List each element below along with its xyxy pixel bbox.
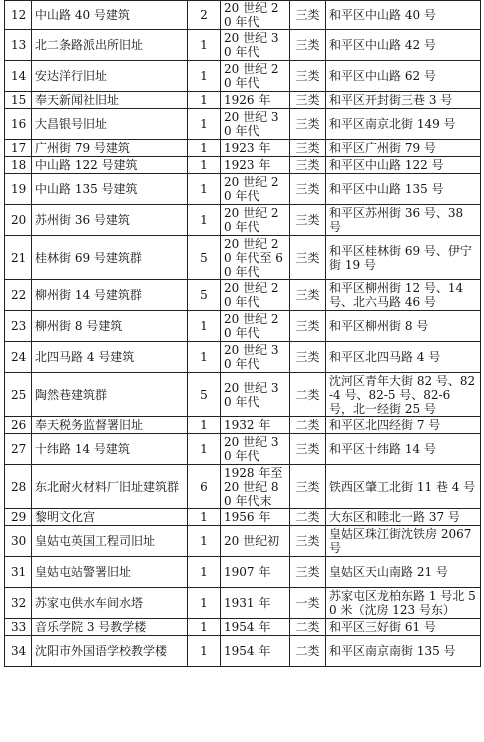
protection-category-cell: 三类 — [290, 280, 326, 311]
building-name-cell: 中山路 135 号建筑 — [32, 174, 188, 205]
address-cell: 和平区广州街 79 号 — [326, 140, 481, 157]
table-row — [5, 205, 481, 236]
protection-category-cell: 三类 — [290, 526, 326, 557]
building-count-cell: 1 — [188, 109, 221, 140]
building-count-cell: 6 — [188, 465, 221, 509]
building-name-cell: 陶然巷建筑群 — [32, 373, 188, 417]
table-row — [5, 373, 481, 417]
row-number-cell: 27 — [5, 434, 32, 465]
construction-era-cell: 20 世纪 20 年代 — [221, 174, 290, 205]
row-number-cell: 33 — [5, 619, 32, 636]
protection-category-cell: 三类 — [290, 1, 326, 30]
protection-category-cell: 三类 — [290, 311, 326, 342]
table-row — [5, 61, 481, 92]
table-row — [5, 636, 481, 667]
protection-category-cell: 三类 — [290, 157, 326, 174]
building-count-cell: 5 — [188, 236, 221, 280]
address-cell: 和平区开封街三巷 3 号 — [326, 92, 481, 109]
address-cell: 皇姑区珠江街沈铁房 2067 号 — [326, 526, 481, 557]
building-count-cell: 1 — [188, 509, 221, 526]
address-cell: 和平区十纬路 14 号 — [326, 434, 481, 465]
protection-category-cell: 二类 — [290, 636, 326, 667]
row-number-cell: 24 — [5, 342, 32, 373]
building-count-cell: 1 — [188, 588, 221, 619]
construction-era-cell: 1928 年至 20 世纪 80 年代末 — [221, 465, 290, 509]
table-row — [5, 92, 481, 109]
table-row — [5, 417, 481, 434]
building-name-cell: 柳州街 14 号建筑群 — [32, 280, 188, 311]
construction-era-cell: 20 世纪 20 年代 — [221, 1, 290, 30]
address-cell: 和平区桂林街 69 号、伊宁街 19 号 — [326, 236, 481, 280]
protection-category-cell: 三类 — [290, 205, 326, 236]
building-name-cell: 北四马路 4 号建筑 — [32, 342, 188, 373]
protection-category-cell: 二类 — [290, 417, 326, 434]
address-cell: 和平区南京南街 135 号 — [326, 636, 481, 667]
building-count-cell: 1 — [188, 342, 221, 373]
table-row — [5, 1, 481, 30]
address-cell: 和平区中山路 62 号 — [326, 61, 481, 92]
building-count-cell: 2 — [188, 1, 221, 30]
construction-era-cell: 20 世纪 30 年代 — [221, 342, 290, 373]
building-name-cell: 桂林街 69 号建筑群 — [32, 236, 188, 280]
building-count-cell: 5 — [188, 280, 221, 311]
construction-era-cell: 1954 年 — [221, 619, 290, 636]
address-cell: 和平区中山路 135 号 — [326, 174, 481, 205]
construction-era-cell: 1956 年 — [221, 509, 290, 526]
address-cell: 铁西区肇工北街 11 巷 4 号 — [326, 465, 481, 509]
protection-category-cell: 三类 — [290, 342, 326, 373]
building-name-cell: 北二条路派出所旧址 — [32, 30, 188, 61]
building-count-cell: 1 — [188, 417, 221, 434]
building-count-cell: 1 — [188, 157, 221, 174]
building-count-cell: 1 — [188, 557, 221, 588]
table-row — [5, 619, 481, 636]
row-number-cell: 12 — [5, 1, 32, 30]
address-cell: 和平区中山路 122 号 — [326, 157, 481, 174]
protection-category-cell: 三类 — [290, 92, 326, 109]
row-number-cell: 34 — [5, 636, 32, 667]
address-cell: 苏家屯区龙柏东路 1 号北 50 米（沈房 123 号东） — [326, 588, 481, 619]
row-number-cell: 19 — [5, 174, 32, 205]
construction-era-cell: 1954 年 — [221, 636, 290, 667]
building-name-cell: 柳州街 8 号建筑 — [32, 311, 188, 342]
row-number-cell: 15 — [5, 92, 32, 109]
building-name-cell: 皇姑屯站警署旧址 — [32, 557, 188, 588]
row-number-cell: 25 — [5, 373, 32, 417]
building-count-cell: 1 — [188, 434, 221, 465]
construction-era-cell: 1932 年 — [221, 417, 290, 434]
row-number-cell: 20 — [5, 205, 32, 236]
building-name-cell: 音乐学院 3 号教学楼 — [32, 619, 188, 636]
protection-category-cell: 二类 — [290, 619, 326, 636]
protection-category-cell: 三类 — [290, 236, 326, 280]
construction-era-cell: 20 世纪 30 年代 — [221, 434, 290, 465]
construction-era-cell: 1926 年 — [221, 92, 290, 109]
address-cell: 和平区北四马路 4 号 — [326, 342, 481, 373]
construction-era-cell: 20 世纪 30 年代 — [221, 373, 290, 417]
address-cell: 皇姑区天山南路 21 号 — [326, 557, 481, 588]
address-cell: 和平区柳州街 8 号 — [326, 311, 481, 342]
building-count-cell: 1 — [188, 92, 221, 109]
protection-category-cell: 二类 — [290, 373, 326, 417]
table-row — [5, 30, 481, 61]
construction-era-cell: 20 世纪 20 年代 — [221, 311, 290, 342]
table-row — [5, 342, 481, 373]
construction-era-cell: 20 世纪 20 年代 — [221, 61, 290, 92]
row-number-cell: 18 — [5, 157, 32, 174]
building-name-cell: 沈阳市外国语学校教学楼 — [32, 636, 188, 667]
building-count-cell: 1 — [188, 636, 221, 667]
building-name-cell: 广州街 79 号建筑 — [32, 140, 188, 157]
building-count-cell: 1 — [188, 174, 221, 205]
protection-category-cell: 三类 — [290, 465, 326, 509]
table-row — [5, 509, 481, 526]
building-name-cell: 安达洋行旧址 — [32, 61, 188, 92]
construction-era-cell: 20 世纪 20 年代 — [221, 205, 290, 236]
row-number-cell: 21 — [5, 236, 32, 280]
row-number-cell: 32 — [5, 588, 32, 619]
construction-era-cell: 20 世纪 30 年代 — [221, 30, 290, 61]
building-count-cell: 1 — [188, 619, 221, 636]
protection-category-cell: 三类 — [290, 140, 326, 157]
address-cell: 大东区和睦北一路 37 号 — [326, 509, 481, 526]
building-count-cell: 1 — [188, 311, 221, 342]
protection-category-cell: 三类 — [290, 30, 326, 61]
table-row — [5, 280, 481, 311]
construction-era-cell: 1907 年 — [221, 557, 290, 588]
building-count-cell: 1 — [188, 526, 221, 557]
construction-era-cell: 1931 年 — [221, 588, 290, 619]
protection-category-cell: 三类 — [290, 434, 326, 465]
construction-era-cell: 20 世纪 20 年代 — [221, 280, 290, 311]
table-row — [5, 109, 481, 140]
construction-era-cell: 20 世纪 20 年代至 60 年代 — [221, 236, 290, 280]
building-name-cell: 大昌银号旧址 — [32, 109, 188, 140]
row-number-cell: 31 — [5, 557, 32, 588]
table-row — [5, 311, 481, 342]
table-row — [5, 465, 481, 509]
construction-era-cell: 20 世纪 30 年代 — [221, 109, 290, 140]
row-number-cell: 16 — [5, 109, 32, 140]
row-number-cell: 22 — [5, 280, 32, 311]
building-name-cell: 苏州街 36 号建筑 — [32, 205, 188, 236]
building-name-cell: 十纬路 14 号建筑 — [32, 434, 188, 465]
building-count-cell: 1 — [188, 61, 221, 92]
table-row — [5, 526, 481, 557]
construction-era-cell: 1923 年 — [221, 140, 290, 157]
building-count-cell: 1 — [188, 30, 221, 61]
table-row — [5, 557, 481, 588]
table-body — [5, 1, 481, 667]
building-count-cell: 1 — [188, 205, 221, 236]
address-cell: 和平区苏州街 36 号、38 号 — [326, 205, 481, 236]
row-number-cell: 29 — [5, 509, 32, 526]
building-name-cell: 中山路 40 号建筑 — [32, 1, 188, 30]
heritage-buildings-table — [4, 0, 481, 667]
building-name-cell: 皇姑屯英国工程司旧址 — [32, 526, 188, 557]
protection-category-cell: 三类 — [290, 174, 326, 205]
protection-category-cell: 三类 — [290, 61, 326, 92]
protection-category-cell: 一类 — [290, 588, 326, 619]
building-count-cell: 1 — [188, 140, 221, 157]
row-number-cell: 28 — [5, 465, 32, 509]
protection-category-cell: 二类 — [290, 509, 326, 526]
table-row — [5, 236, 481, 280]
row-number-cell: 14 — [5, 61, 32, 92]
building-name-cell: 中山路 122 号建筑 — [32, 157, 188, 174]
address-cell: 和平区北四经街 7 号 — [326, 417, 481, 434]
protection-category-cell: 三类 — [290, 109, 326, 140]
building-name-cell: 黎明文化宫 — [32, 509, 188, 526]
address-cell: 沈河区青年大街 82 号、82-4 号、82-5 号、82-6 号，北一经街 25 号 — [326, 373, 481, 417]
building-count-cell: 5 — [188, 373, 221, 417]
table-row — [5, 174, 481, 205]
address-cell: 和平区柳州街 12 号、14 号、北六马路 46 号 — [326, 280, 481, 311]
address-cell: 和平区中山路 42 号 — [326, 30, 481, 61]
building-name-cell: 奉天新闻社旧址 — [32, 92, 188, 109]
table-row — [5, 157, 481, 174]
address-cell: 和平区中山路 40 号 — [326, 1, 481, 30]
table-row — [5, 434, 481, 465]
building-name-cell: 奉天税务监督署旧址 — [32, 417, 188, 434]
construction-era-cell: 1923 年 — [221, 157, 290, 174]
address-cell: 和平区三好街 61 号 — [326, 619, 481, 636]
row-number-cell: 13 — [5, 30, 32, 61]
address-cell: 和平区南京北街 149 号 — [326, 109, 481, 140]
row-number-cell: 26 — [5, 417, 32, 434]
row-number-cell: 17 — [5, 140, 32, 157]
table-row — [5, 140, 481, 157]
building-name-cell: 东北耐火材料厂旧址建筑群 — [32, 465, 188, 509]
row-number-cell: 23 — [5, 311, 32, 342]
building-name-cell: 苏家屯供水车间水塔 — [32, 588, 188, 619]
construction-era-cell: 20 世纪初 — [221, 526, 290, 557]
row-number-cell: 30 — [5, 526, 32, 557]
table-row — [5, 588, 481, 619]
protection-category-cell: 三类 — [290, 557, 326, 588]
